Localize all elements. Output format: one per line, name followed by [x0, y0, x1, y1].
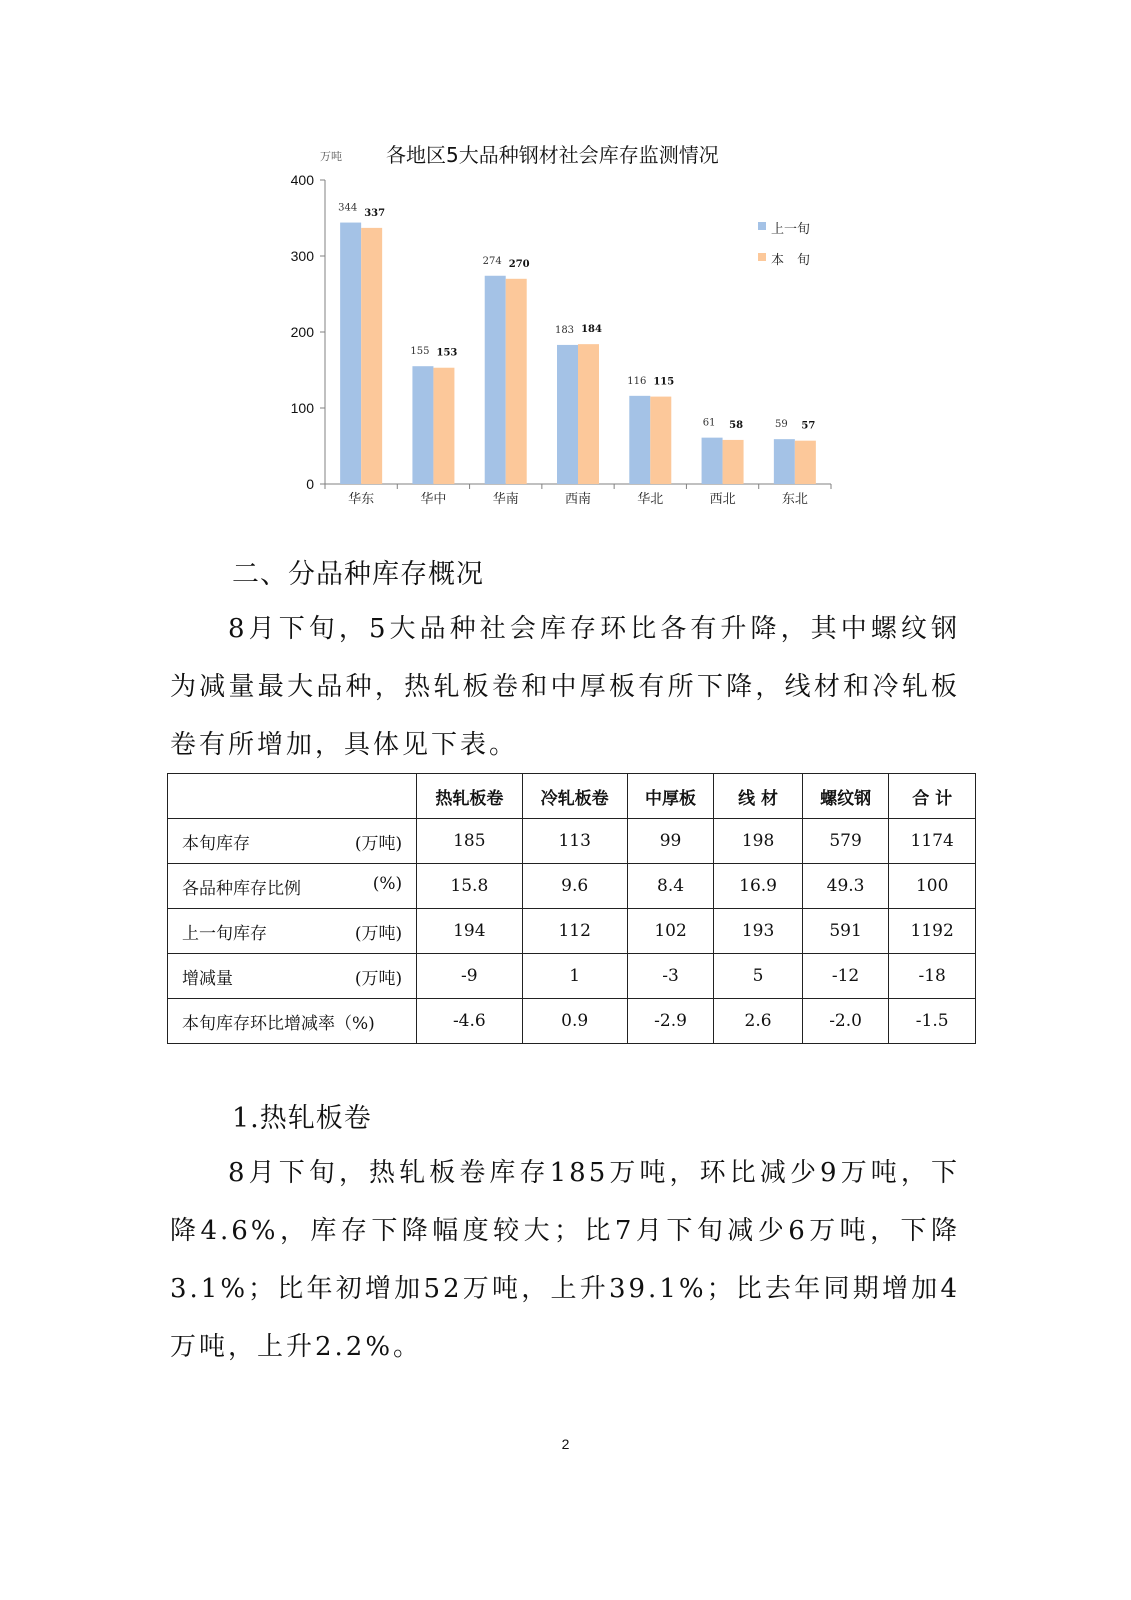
- row-label: [168, 954, 417, 999]
- data-label: 344: [338, 202, 358, 214]
- x-tick-label: 华东: [348, 492, 375, 507]
- row-label: [168, 864, 417, 909]
- table-header-row: [168, 774, 976, 819]
- x-tick-label: 西南: [564, 492, 592, 507]
- table-cell: 591: [802, 909, 889, 954]
- chart-unit-label: 万吨: [320, 150, 342, 163]
- row-label-unit: (万吨): [354, 923, 403, 944]
- data-label: 183: [554, 324, 575, 336]
- table-cell: 0.9: [522, 999, 627, 1044]
- inventory-table: [167, 773, 976, 1044]
- inventory-bar-chart: [0, 0, 1131, 540]
- data-label: 274: [482, 255, 502, 267]
- table-cell: 1192: [889, 909, 976, 954]
- bar-current-period: [650, 397, 671, 484]
- bar-current-period: [433, 368, 454, 484]
- bar-previous-period: [774, 439, 795, 484]
- x-tick-label: 东北: [781, 492, 808, 507]
- x-tick-label: 华南: [492, 492, 519, 507]
- bar-current-period: [506, 279, 527, 484]
- legend-label: 本 旬: [771, 253, 811, 268]
- table-cell: -18: [889, 954, 976, 999]
- chart-legend: [758, 222, 810, 268]
- row-label-name: 各品种库存比例: [182, 878, 301, 899]
- data-label: 115: [653, 376, 675, 388]
- data-label: 58: [729, 419, 744, 431]
- row-label: [168, 999, 417, 1044]
- legend-swatch: [758, 253, 766, 261]
- page-number: 2: [561, 1436, 570, 1452]
- data-label: 184: [581, 324, 602, 336]
- detail-paragraph: 8月下旬，热轧板卷库存185万吨，环比减少9万吨，下降4.6%，库存下降幅度较大；比7月下旬减少6万吨，下降3.1%；比年初增加52万吨，上升39.1%；比去年同期增加4万吨，上升2.2%。: [170, 1158, 960, 1362]
- table-header-cell: 热轧板卷: [417, 774, 522, 819]
- row-label-unit: (万吨): [354, 833, 403, 854]
- row-label-name: 本旬库存环比增减率（%): [182, 1013, 375, 1034]
- data-label: 59: [774, 419, 788, 431]
- x-tick-label: 华中: [420, 492, 447, 507]
- data-label: 57: [801, 420, 816, 432]
- bar-current-period: [361, 228, 382, 484]
- data-label: 337: [364, 207, 386, 219]
- table-header-cell: 冷轧板卷: [522, 774, 627, 819]
- y-tick-label: 100: [290, 400, 314, 416]
- row-label-name: 上一旬库存: [182, 923, 267, 944]
- table-cell: 8.4: [627, 864, 713, 909]
- x-tick-label: 华北: [637, 492, 664, 507]
- table-cell: 102: [627, 909, 713, 954]
- table-cell: -2.0: [802, 999, 889, 1044]
- data-label: 61: [702, 417, 716, 429]
- table-row: [168, 954, 976, 999]
- y-tick-label: 0: [306, 476, 314, 492]
- table-cell: 100: [889, 864, 976, 909]
- bar-current-period: [578, 344, 599, 484]
- section-heading: 二、分品种库存概况: [232, 559, 484, 590]
- table-row: [168, 909, 976, 954]
- table-row: [168, 864, 976, 909]
- bar-previous-period: [485, 276, 506, 484]
- table-cell: 99: [627, 819, 713, 864]
- table-cell: 16.9: [714, 864, 803, 909]
- y-tick-label: 200: [290, 324, 314, 340]
- table-cell: 15.8: [417, 864, 522, 909]
- table-cell: -1.5: [889, 999, 976, 1044]
- intro-paragraph: 8月下旬，5大品种社会库存环比各有升降，其中螺纹钢为减量最大品种，热轧板卷和中厚板有所下降，线材和冷轧板卷有所增加，具体见下表。: [170, 614, 960, 760]
- row-label-unit: (万吨): [354, 968, 403, 989]
- table-header-cell: 线 材: [714, 774, 803, 819]
- table-row: [168, 819, 976, 864]
- legend-label: 上一旬: [771, 222, 811, 237]
- table-cell: -9: [417, 954, 522, 999]
- table-cell: 193: [714, 909, 803, 954]
- table-cell: 113: [522, 819, 627, 864]
- table-cell: 579: [802, 819, 889, 864]
- y-tick-label: 400: [290, 172, 314, 188]
- data-label: 270: [508, 258, 530, 270]
- table-cell: 1174: [889, 819, 976, 864]
- table-cell: 198: [714, 819, 803, 864]
- table-header-cell: 中厚板: [627, 774, 713, 819]
- row-label-name: 增减量: [182, 968, 233, 989]
- legend-swatch: [758, 222, 766, 230]
- table-header-cell: 合 计: [889, 774, 976, 819]
- table-cell: -2.9: [627, 999, 713, 1044]
- table-cell: 112: [522, 909, 627, 954]
- table-cell: -4.6: [417, 999, 522, 1044]
- table-cell: 5: [714, 954, 803, 999]
- bar-previous-period: [557, 345, 578, 484]
- x-tick-label: 西北: [709, 492, 736, 507]
- table-row: [168, 999, 976, 1044]
- bar-previous-period: [412, 366, 433, 484]
- data-label: 153: [436, 347, 458, 359]
- table-cell: 194: [417, 909, 522, 954]
- row-label-unit: (%): [372, 873, 403, 894]
- chart-title: 各地区5大品种钢材社会库存监测情况: [386, 143, 719, 167]
- data-label: 116: [627, 375, 647, 387]
- table-corner-cell: [168, 774, 417, 819]
- table-cell: 1: [522, 954, 627, 999]
- bar-previous-period: [629, 396, 650, 484]
- table-header-cell: 螺纹钢: [802, 774, 889, 819]
- table-cell: 9.6: [522, 864, 627, 909]
- bar-previous-period: [702, 438, 723, 484]
- row-label: [168, 909, 417, 954]
- bar-current-period: [723, 440, 744, 484]
- table-cell: 49.3: [802, 864, 889, 909]
- bar-previous-period: [340, 223, 361, 484]
- subheading: 1.热轧板卷: [232, 1103, 372, 1134]
- y-tick-label: 300: [290, 248, 314, 264]
- table-cell: -12: [802, 954, 889, 999]
- row-label: [168, 819, 417, 864]
- row-label-name: 本旬库存: [182, 833, 250, 854]
- table-cell: 185: [417, 819, 522, 864]
- bar-current-period: [795, 441, 816, 484]
- table-cell: 2.6: [714, 999, 803, 1044]
- table-cell: -3: [627, 954, 713, 999]
- data-label: 155: [410, 346, 430, 358]
